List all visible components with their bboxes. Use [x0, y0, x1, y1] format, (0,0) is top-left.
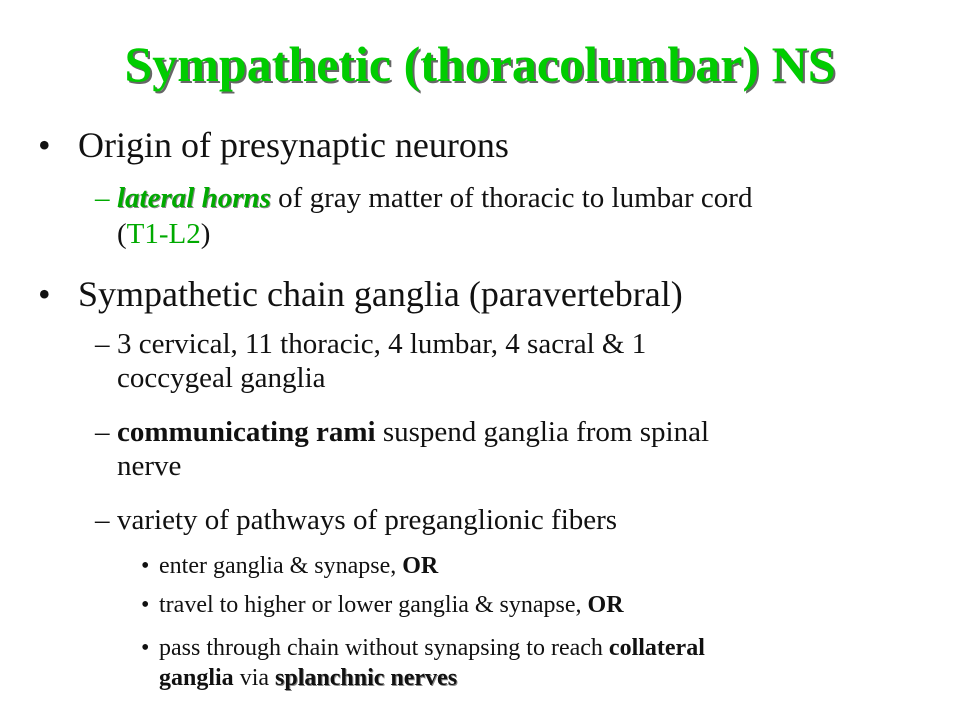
subsub-text	[159, 590, 624, 620]
subsub-via: via	[233, 665, 276, 691]
emph-or: OR	[587, 592, 624, 618]
bullet-marker: •	[38, 125, 51, 165]
term-lateral-horns: lateral horns	[117, 182, 271, 214]
term-collateral: collateral	[608, 635, 705, 661]
subsub-text-line2	[159, 663, 457, 693]
subsub-main: enter ganglia & synapse,	[159, 553, 403, 579]
sub-rest: of gray matter of thoracic to lumbar cord	[270, 182, 753, 214]
segment-code: T1-L2	[126, 218, 201, 250]
subsub-main: pass through chain without synapsing to reach	[159, 635, 609, 661]
subsub-text	[159, 551, 438, 581]
slide-title: Sympathetic (thoracolumbar) NS	[124, 36, 836, 92]
bullet-text: Sympathetic chain ganglia (paravertebral)	[78, 274, 683, 314]
sub-rest: suspend ganglia from spinal	[375, 416, 710, 448]
dash-marker: –	[95, 182, 110, 214]
subsub-text-line1	[159, 633, 705, 663]
sub-text: variety of pathways of preganglionic fibers	[117, 504, 618, 536]
bullet-marker: •	[38, 274, 51, 314]
bullet-marker: •	[141, 553, 150, 579]
term-splanchnic-nerves: splanchnic nerves	[275, 665, 458, 691]
bullet-marker: •	[141, 635, 150, 661]
bullet-text: Origin of presynaptic neurons	[78, 125, 509, 165]
paren-open: (	[117, 218, 127, 250]
sub-text-line2	[117, 216, 210, 252]
sub-text-line2: nerve	[117, 450, 182, 482]
dash-marker: –	[95, 416, 110, 448]
sub-text-line1: 3 cervical, 11 thoracic, 4 lumbar, 4 sacral & 1	[117, 328, 647, 360]
sub-text-line1	[117, 180, 752, 216]
emph-or: OR	[402, 553, 439, 579]
subsub-main: travel to higher or lower ganglia & synapse,	[159, 592, 588, 618]
bullet-marker: •	[141, 592, 150, 618]
term-communicating-rami: communicating rami	[117, 416, 376, 448]
term-ganglia: ganglia	[159, 665, 234, 691]
sub-text-line2: coccygeal ganglia	[117, 362, 326, 394]
sub-text-line1	[117, 414, 709, 450]
dash-marker: –	[95, 328, 110, 360]
dash-marker: –	[95, 504, 110, 536]
paren-close: )	[200, 218, 211, 250]
